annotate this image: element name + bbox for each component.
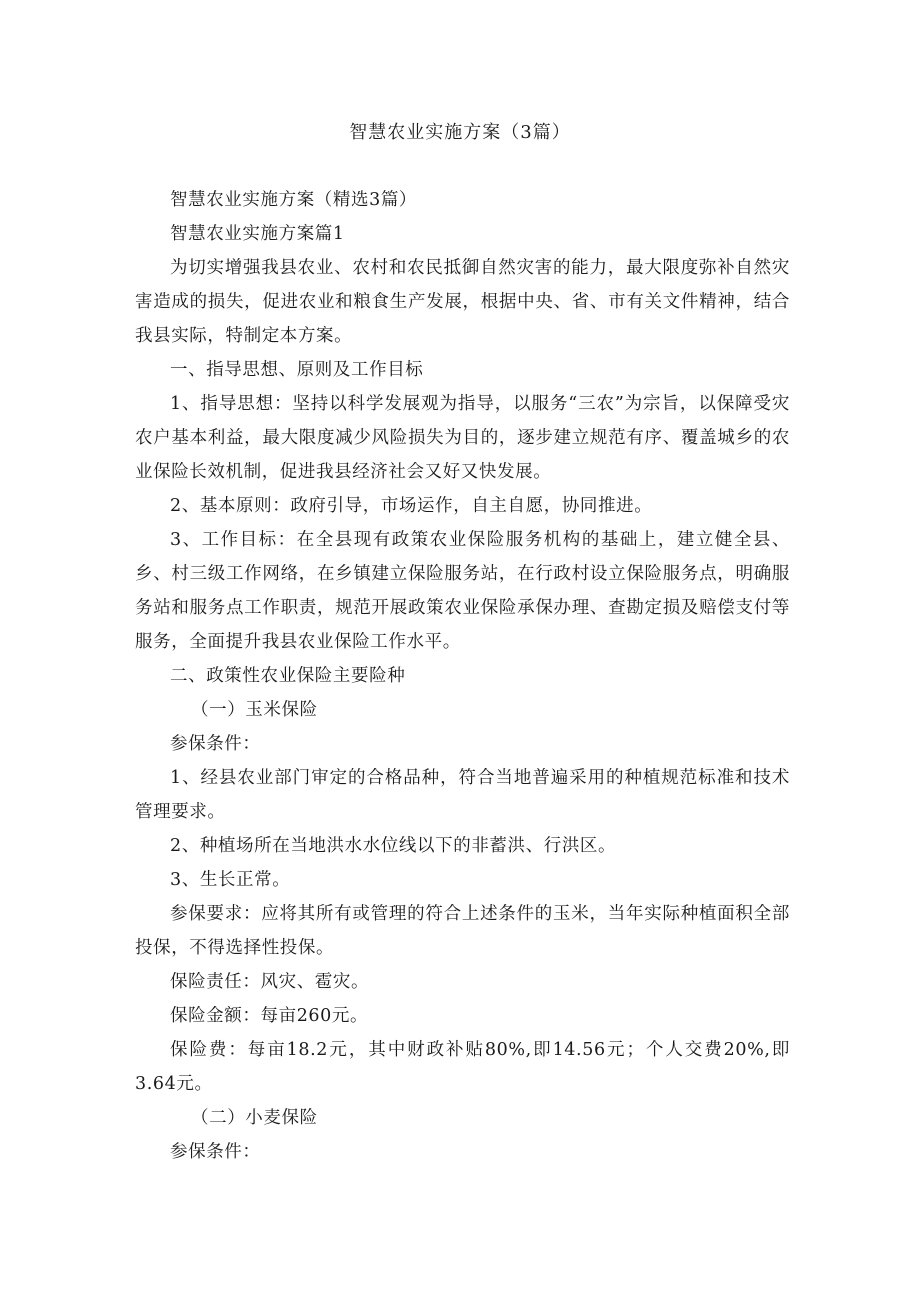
paragraph-work-goals: 3、工作目标：在全县现有政策农业保险服务机构的基础上，建立健全县、乡、村三级工作网络，在乡镇建立保险服务站，在行政村设立保险服务点，明确服务站和服务点工作职责，规范开展政策农业保险承保办理、查勘定损及赔偿支付等服务，全面提升我县农业保险工作水平。 — [135, 530, 790, 652]
condition-3: 3、生长正常。 — [170, 870, 291, 890]
intro-paragraph: 为切实增强我县农业、农村和农民抵御自然灾害的能力，最大限度弥补自然灾害造成的损失，促进农业和粮食生产发展，根据中央、省、市有关文件精神，结合我县实际，特制定本方案。 — [135, 258, 790, 346]
paragraph-basic-principles: 2、基本原则：政府引导，市场运作，自主自愿，协同推进。 — [170, 496, 653, 516]
document-body — [135, 183, 790, 1169]
label-conditions: 参保条件： — [170, 734, 261, 754]
heading-corn-insurance: （一）玉米保险 — [191, 700, 318, 720]
label-conditions-wheat: 参保条件： — [170, 1142, 261, 1162]
document-title: 智慧农业实施方案（3篇） — [349, 122, 571, 143]
paragraph-liability: 保险责任：风灾、雹灾。 — [170, 972, 370, 992]
heading-wheat-insurance: （二）小麦保险 — [191, 1108, 318, 1128]
paragraph-guiding-ideology: 1、指导思想：坚持以科学发展观为指导，以服务“三农”为宗旨，以保障受灾农户基本利益，最大限度减少风险损失为目的，逐步建立规范有序、覆盖城乡的农业保险长效机制，促进我县经济社会又好又快发展。 — [135, 394, 790, 482]
heading-insurance-types: 二、政策性农业保险主要险种 — [170, 666, 406, 686]
condition-1: 1、经县农业部门审定的合格品种，符合当地普遍采用的种植规范标准和技术管理要求。 — [135, 768, 790, 822]
paragraph-premium: 保险费：每亩18.2元，其中财政补贴80%,即14.56元；个人交费20%,即3.64元。 — [135, 1040, 790, 1094]
section-heading: 智慧农业实施方案篇1 — [170, 224, 345, 244]
subtitle: 智慧农业实施方案（精选3篇） — [170, 190, 418, 210]
paragraph-amount: 保险金额：每亩260元。 — [170, 1006, 369, 1026]
heading-guiding-principles: 一、指导思想、原则及工作目标 — [170, 360, 424, 380]
paragraph-requirements: 参保要求：应将其所有或管理的符合上述条件的玉米，当年实际种植面积全部投保，不得选择性投保。 — [135, 904, 790, 958]
condition-2: 2、种植场所在当地洪水水位线以下的非蓄洪、行洪区。 — [170, 836, 617, 856]
